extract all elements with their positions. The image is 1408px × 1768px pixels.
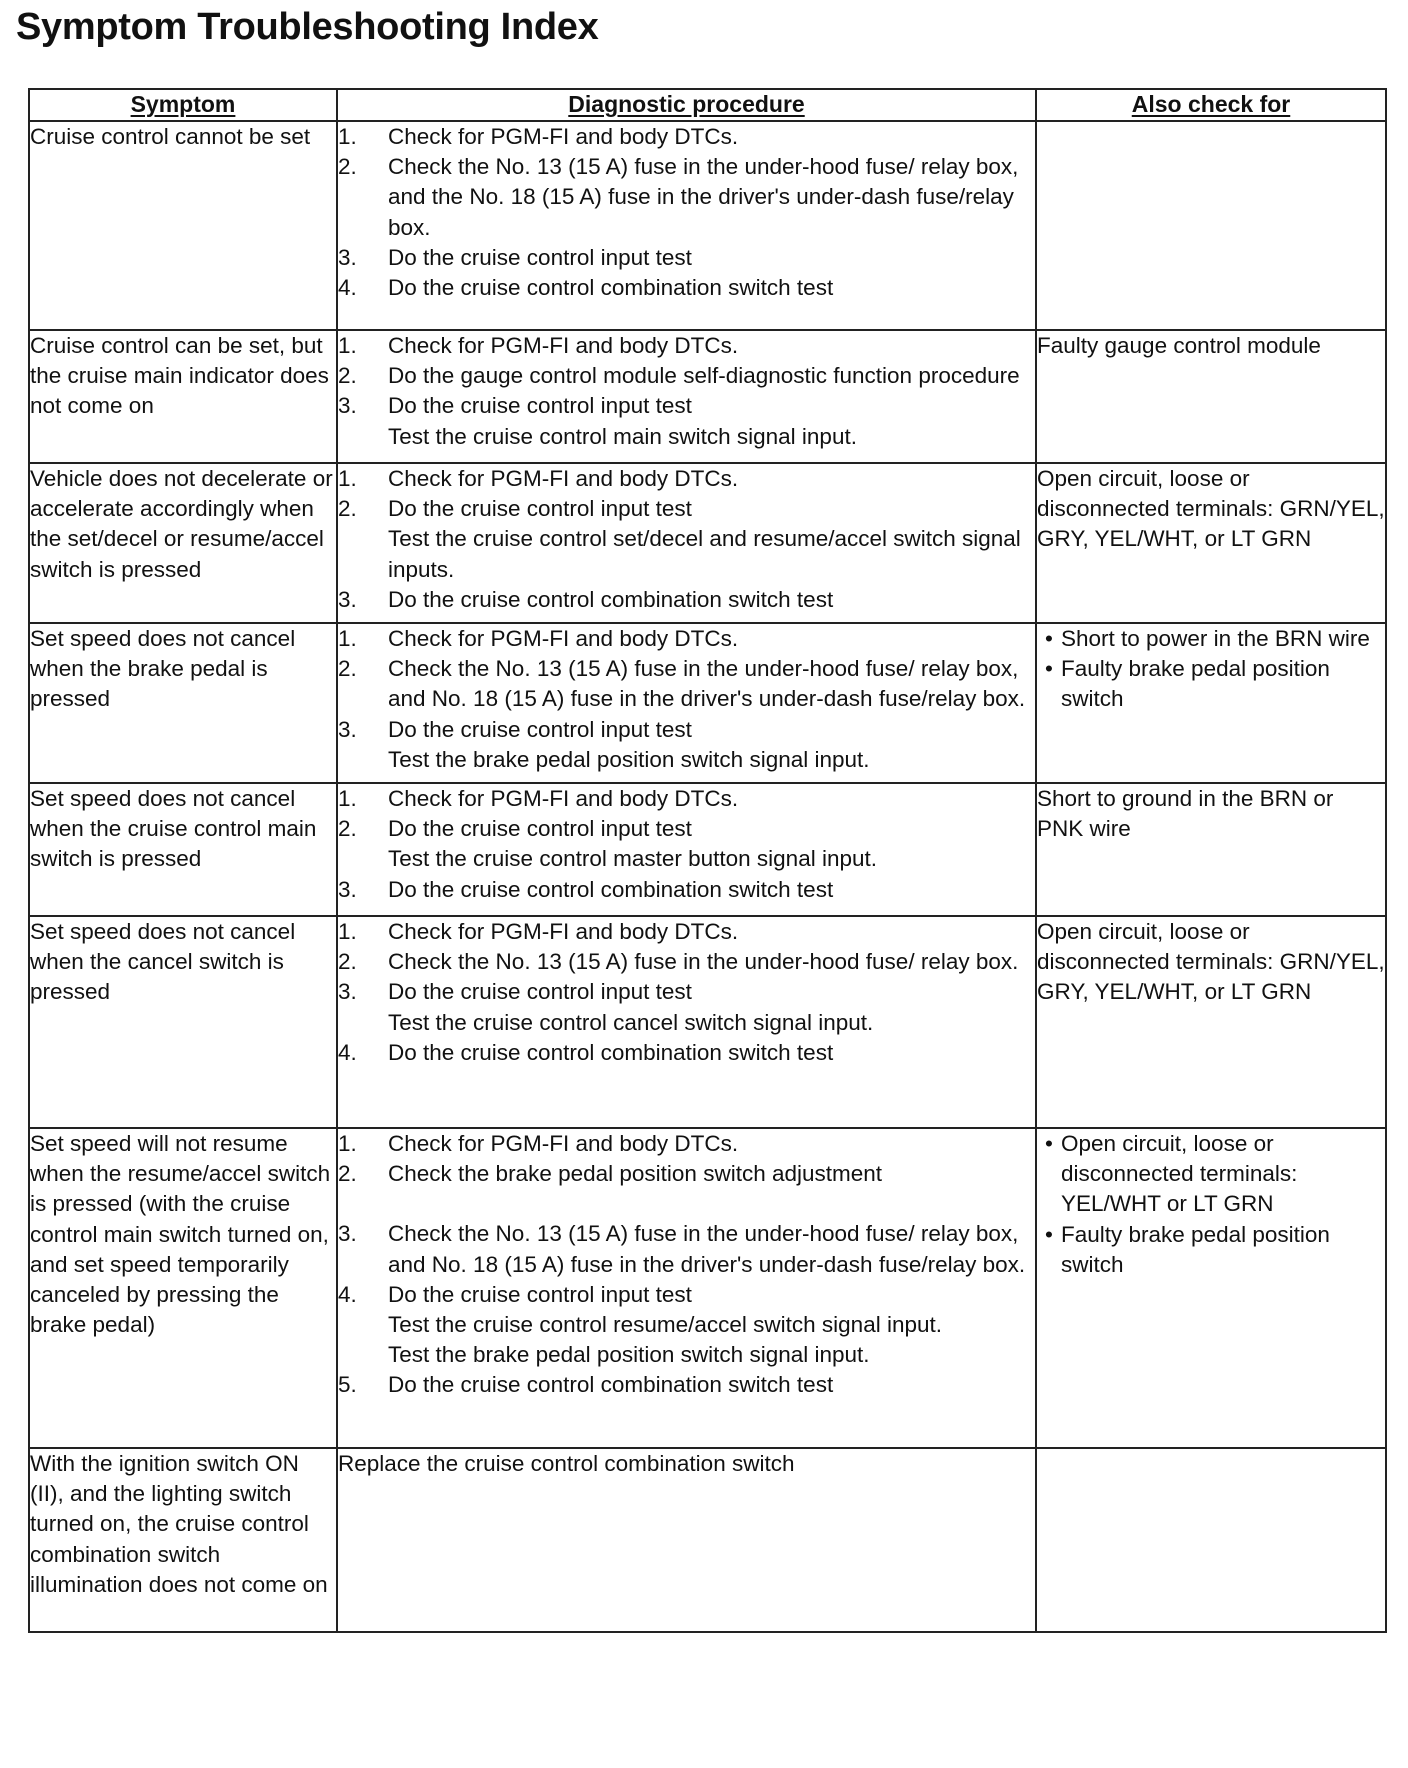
step-detail: Test the brake pedal position switch signal input. — [388, 746, 870, 772]
step-number: 3. — [338, 876, 357, 902]
step-text: Do the cruise control input test — [388, 816, 692, 842]
symptom-text: With the ignition switch ON (II), and the lighting switch turned on, the cruise control combination switch illumination does not come on — [30, 1451, 328, 1597]
also-check-cell — [1036, 1128, 1386, 1448]
step-number: 5. — [338, 1372, 357, 1398]
step-detail: Test the cruise control resume/accel switch signal input. — [388, 1312, 942, 1338]
step-text: Check the No. 13 (15 A) fuse in the under-hood fuse/ relay box, and No. 18 (15 A) fuse in the driver's under-dash fuse/relay box. — [388, 656, 1026, 712]
also-check-item-text: Short to power in the BRN wire — [1061, 626, 1370, 651]
procedure-cell — [337, 1128, 1036, 1448]
symptom-text: Cruise control cannot be set — [30, 124, 311, 149]
procedure-cell — [337, 623, 1036, 783]
step-number: 3. — [338, 716, 357, 742]
step-number: 1. — [338, 919, 357, 944]
procedure-step — [338, 875, 1035, 905]
also-check-text: Open circuit, loose or disconnected terminals: GRN/YEL, GRY, YEL/WHT, or LT GRN — [1037, 466, 1385, 552]
step-detail: Test the cruise control set/decel and resume/accel switch signal inputs. — [388, 526, 1021, 582]
step-text: Check the No. 13 (15 A) fuse in the under-hood fuse/ relay box, and the No. 18 (15 A) fuse in the driver's under-dash fuse/relay box. — [388, 154, 1019, 240]
procedure-cell — [337, 1448, 1036, 1632]
procedure-step — [338, 361, 1035, 391]
step-text: Check for PGM-FI and body DTCs. — [388, 124, 739, 149]
also-check-cell — [1036, 783, 1386, 916]
step-number: 3. — [338, 979, 357, 1005]
step-number: 1. — [338, 124, 357, 149]
step-text: Do the cruise control input test — [388, 393, 692, 419]
table-row — [29, 330, 1386, 463]
step-number: 4. — [338, 1039, 357, 1065]
step-number: 4. — [338, 275, 357, 301]
symptom-text: Cruise control can be set, but the cruise main indicator does not come on — [30, 333, 329, 419]
step-number: 1. — [338, 333, 357, 358]
step-spacer — [338, 1189, 1035, 1219]
procedure-step — [338, 464, 1035, 494]
symptom-cell — [29, 121, 337, 330]
procedure-cell — [337, 916, 1036, 1128]
symptom-cell — [29, 916, 337, 1128]
table-row — [29, 1128, 1386, 1448]
also-check-item — [1037, 624, 1385, 654]
procedure-step — [338, 917, 1035, 947]
step-number: 2. — [338, 816, 357, 842]
procedure-step — [338, 1159, 1035, 1189]
procedure-step — [338, 1280, 1035, 1310]
step-number: 3. — [338, 244, 357, 270]
step-text: Do the cruise control combination switch test — [388, 275, 834, 301]
procedure-step — [338, 1038, 1035, 1068]
step-number: 2. — [338, 363, 357, 389]
bullet-icon: • — [1045, 656, 1053, 682]
procedure-step — [338, 243, 1035, 273]
also-check-item — [1037, 1129, 1385, 1220]
also-check-text: Short to ground in the BRN or PNK wire — [1037, 786, 1334, 842]
step-number: 4. — [338, 1281, 357, 1307]
also-check-cell — [1036, 121, 1386, 330]
also-check-text: Open circuit, loose or disconnected terminals: GRN/YEL, GRY, YEL/WHT, or LT GRN — [1037, 919, 1385, 1005]
also-check-cell — [1036, 623, 1386, 783]
step-number: 3. — [338, 1221, 357, 1247]
symptom-cell — [29, 463, 337, 623]
also-check-item — [1037, 1220, 1385, 1280]
step-number: 2. — [338, 1161, 357, 1187]
column-header-also-check: Also check for — [1036, 89, 1386, 121]
step-number: 3. — [338, 393, 357, 419]
also-check-item — [1037, 654, 1385, 714]
step-detail: Test the cruise control master button signal input. — [388, 846, 878, 872]
step-text: Do the cruise control combination switch test — [388, 876, 834, 902]
table-row — [29, 623, 1386, 783]
procedure-step — [338, 391, 1035, 421]
procedure-step — [338, 814, 1035, 844]
table-header-row — [29, 89, 1386, 121]
step-text: Check the No. 13 (15 A) fuse in the under-hood fuse/ relay box. — [388, 949, 1019, 975]
step-text: Check the No. 13 (15 A) fuse in the under-hood fuse/ relay box, and No. 18 (15 A) fuse in the driver's under-dash fuse/relay box. — [388, 1221, 1026, 1277]
step-text: Check for PGM-FI and body DTCs. — [388, 466, 739, 491]
step-text: Do the cruise control input test — [388, 1281, 692, 1307]
troubleshooting-table — [28, 88, 1387, 1633]
procedure-step — [338, 152, 1035, 243]
step-detail: Test the cruise control cancel switch signal input. — [388, 1009, 874, 1035]
procedure-step — [338, 715, 1035, 745]
procedure-cell — [337, 121, 1036, 330]
symptom-text: Set speed will not resume when the resume/accel switch is pressed (with the cruise control main switch turned on, and set speed temporarily canceled by pressing the brake pedal) — [30, 1131, 331, 1338]
procedure-cell — [337, 783, 1036, 916]
step-text: Do the cruise control combination switch test — [388, 1039, 834, 1065]
symptom-text: Vehicle does not decelerate or accelerate accordingly when the set/decel or resume/accel switch is pressed — [30, 466, 333, 582]
also-check-item-text: Faulty brake pedal position switch — [1061, 656, 1330, 712]
step-number: 1. — [338, 626, 357, 651]
procedure-cell — [337, 463, 1036, 623]
symptom-cell — [29, 1448, 337, 1632]
table-row — [29, 463, 1386, 623]
step-text: Do the cruise control input test — [388, 244, 692, 270]
step-number: 2. — [338, 496, 357, 522]
procedure-step — [338, 947, 1035, 977]
table-row — [29, 783, 1386, 916]
symptom-cell — [29, 623, 337, 783]
procedure-step — [338, 122, 1035, 152]
step-detail: Test the brake pedal position switch signal input. — [388, 1342, 870, 1368]
column-header-symptom: Symptom — [29, 89, 337, 121]
table-row — [29, 916, 1386, 1128]
step-text: Do the cruise control input test — [388, 716, 692, 742]
also-check-cell — [1036, 463, 1386, 623]
procedure-step — [338, 624, 1035, 654]
procedure-step — [338, 1129, 1035, 1159]
step-number: 3. — [338, 586, 357, 612]
step-number: 2. — [338, 656, 357, 682]
step-text: Check for PGM-FI and body DTCs. — [388, 919, 739, 944]
also-check-text: Faulty gauge control module — [1037, 333, 1321, 358]
step-text: Check for PGM-FI and body DTCs. — [388, 333, 739, 358]
also-check-item-text: Faulty brake pedal position switch — [1061, 1221, 1330, 1277]
step-text: Do the cruise control combination switch test — [388, 1372, 834, 1398]
step-number: 2. — [338, 949, 357, 975]
table-row — [29, 121, 1386, 330]
procedure-step — [338, 1219, 1035, 1279]
step-number: 1. — [338, 1131, 357, 1156]
step-text: Do the gauge control module self-diagnostic function procedure — [388, 363, 1020, 389]
table-body — [29, 121, 1386, 1632]
step-detail: Test the cruise control main switch signal input. — [388, 423, 857, 449]
step-text: Do the cruise control input test — [388, 496, 692, 522]
procedure-step — [338, 273, 1035, 303]
table-row — [29, 1448, 1386, 1632]
also-check-cell — [1036, 916, 1386, 1128]
bullet-icon: • — [1045, 1221, 1053, 1247]
procedure-step — [338, 331, 1035, 361]
step-text: Check for PGM-FI and body DTCs. — [388, 1131, 739, 1156]
also-check-item-text: Open circuit, loose or disconnected terminals: YEL/WHT or LT GRN — [1061, 1131, 1298, 1217]
procedure-step — [338, 977, 1035, 1007]
step-text: Check for PGM-FI and body DTCs. — [388, 786, 739, 811]
column-header-procedure: Diagnostic procedure — [337, 89, 1036, 121]
symptom-cell — [29, 330, 337, 463]
symptom-text: Set speed does not cancel when the brake pedal is pressed — [30, 626, 296, 712]
step-text: Check the brake pedal position switch adjustment — [388, 1161, 883, 1187]
page-title: Symptom Troubleshooting Index — [16, 6, 599, 48]
procedure-step — [338, 585, 1035, 615]
step-text: Do the cruise control input test — [388, 979, 692, 1005]
bullet-icon: • — [1045, 1131, 1053, 1156]
symptom-text: Set speed does not cancel when the cruise control main switch is pressed — [30, 786, 317, 872]
bullet-icon: • — [1045, 626, 1053, 651]
procedure-text: Replace the cruise control combination switch — [338, 1451, 795, 1476]
symptom-cell — [29, 1128, 337, 1448]
procedure-step — [338, 494, 1035, 524]
procedure-step — [338, 784, 1035, 814]
symptom-cell — [29, 783, 337, 916]
step-text: Do the cruise control combination switch test — [388, 586, 834, 612]
symptom-text: Set speed does not cancel when the cancel switch is pressed — [30, 919, 296, 1005]
also-check-cell — [1036, 1448, 1386, 1632]
step-number: 1. — [338, 466, 357, 491]
step-text: Check for PGM-FI and body DTCs. — [388, 626, 739, 651]
procedure-cell — [337, 330, 1036, 463]
step-number: 2. — [338, 154, 357, 180]
also-check-cell — [1036, 330, 1386, 463]
step-number: 1. — [338, 786, 357, 811]
procedure-step — [338, 654, 1035, 714]
procedure-step — [338, 1370, 1035, 1400]
